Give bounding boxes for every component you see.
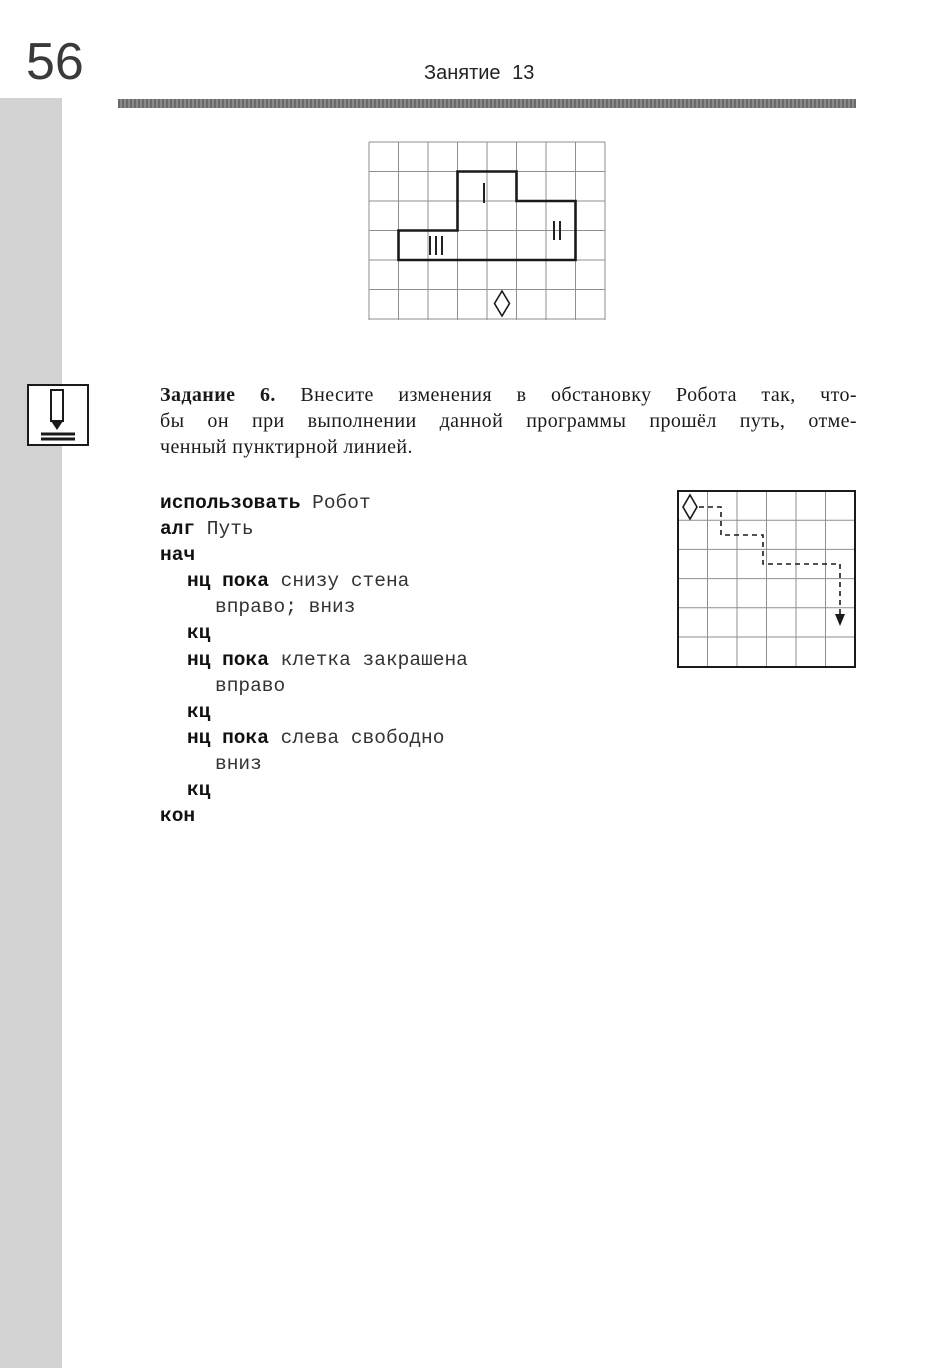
robot-field-figure-1 [368, 141, 608, 321]
dashed-path [699, 507, 840, 618]
task-label: Задание 6. [160, 384, 276, 406]
code-line: нач [160, 544, 196, 567]
diamond-icon [495, 291, 510, 316]
grid-lines [678, 491, 855, 667]
task-line-3: ченный пунктирной линией. [160, 436, 413, 458]
code-line: алг Путь [160, 518, 254, 541]
robot-field-figure-2 [677, 490, 859, 670]
arrow-down-icon [835, 614, 845, 626]
task-line-1: Задание 6. Внесите изменения в обстановку Робота так, что- [160, 384, 857, 406]
code-line: нц пока слева свободно [187, 726, 445, 749]
code-line: нц пока клетка закрашена [187, 648, 468, 671]
task-text [160, 382, 857, 460]
code-line: кц [187, 700, 211, 723]
side-margin-strip [0, 98, 62, 1368]
code-line: вниз [215, 752, 262, 775]
code-line: кц [187, 622, 211, 645]
code-line: вправо; вниз [215, 596, 356, 619]
pencil-writing-icon [27, 384, 89, 446]
diamond-icon [683, 495, 697, 519]
code-line: кц [187, 779, 211, 802]
code-line: использовать Робот [160, 492, 371, 514]
program-code [160, 490, 468, 829]
lesson-title: Занятие 13 [424, 62, 535, 84]
code-line: кон [160, 805, 196, 828]
code-line: вправо [215, 674, 286, 697]
header-rule [118, 99, 856, 108]
task-line-2: бы он при выполнении данной программы прошёл путь, отме- [160, 410, 857, 432]
wall-label-3 [430, 236, 442, 255]
code-line: нц пока снизу стена [187, 570, 410, 593]
page-number: 56 [26, 33, 84, 91]
